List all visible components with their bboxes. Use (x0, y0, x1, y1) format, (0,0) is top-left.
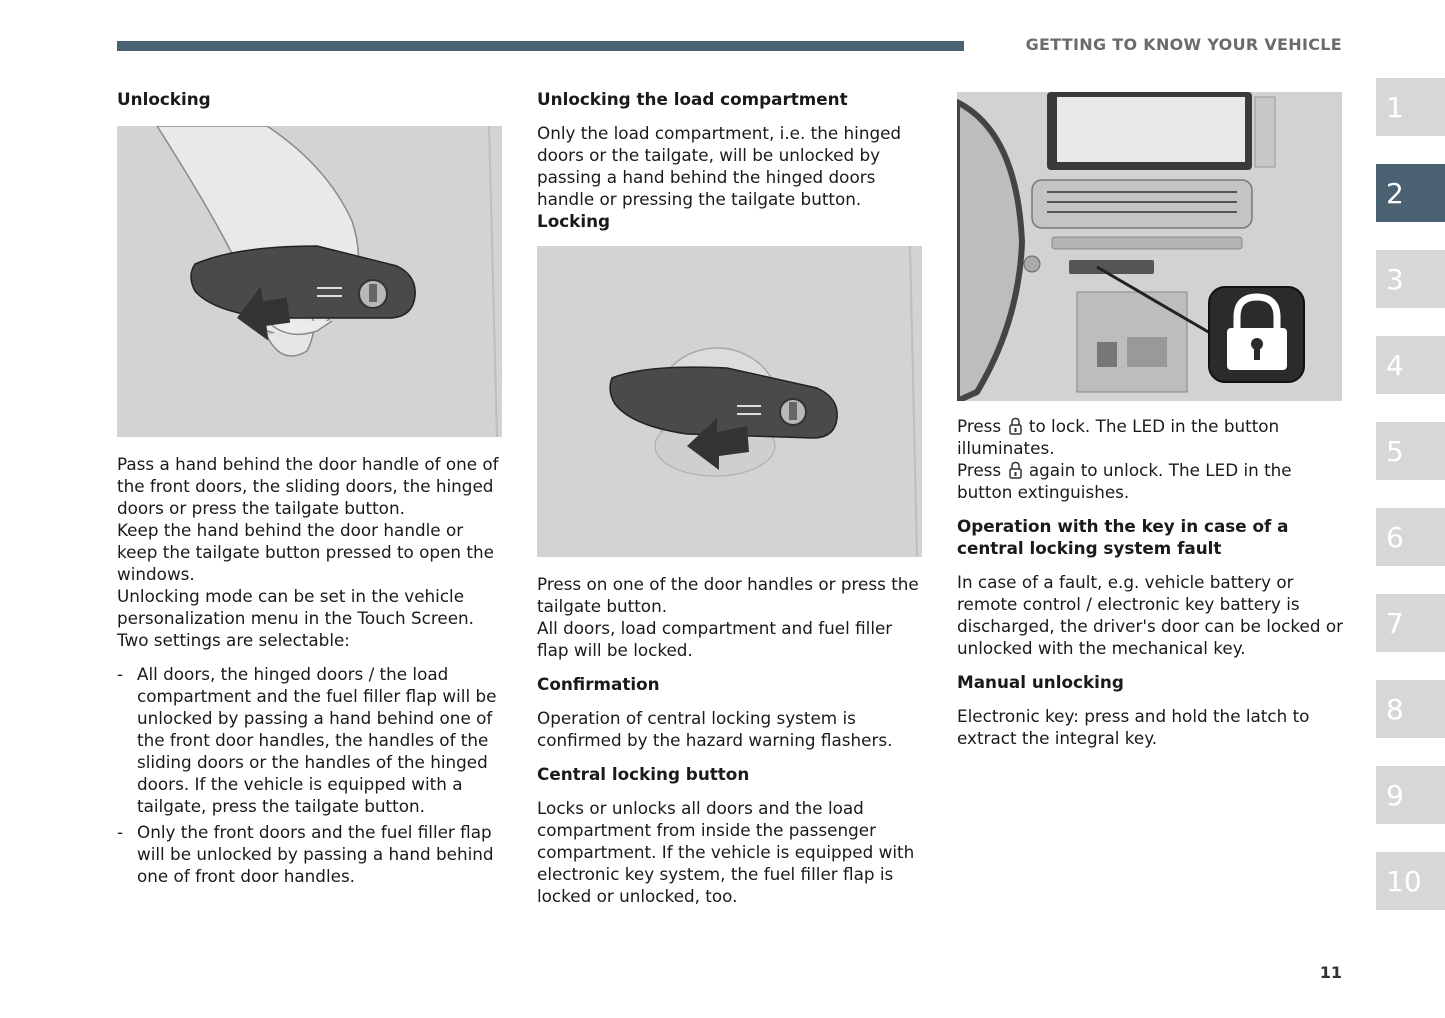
load-compartment-para: Only the load compartment, i.e. the hinged doors or the tailgate, will be unlocked by passing a hand behind the hinged doors handle or pressing the tailgate button. (537, 123, 902, 209)
press-unlock-para: Press again to unlock. The LED in the button extinguishes. (957, 460, 1292, 502)
heading-unlocking: Unlocking (117, 89, 211, 109)
list-item: - Only the front doors and the fuel filler flap will be unlocked by passing a hand behind one of front door handles. (117, 822, 494, 886)
chapter-tab-6[interactable]: 6 (1376, 508, 1445, 566)
chapter-tab-10[interactable]: 10 (1376, 852, 1445, 910)
central-locking-para: Locks or unlocks all doors and the load compartment from inside the passenger compartment. If the vehicle is equipped with electronic key system, the fuel filler flap is locked or unlocked, too. (537, 798, 915, 906)
heading-manual-unlocking: Manual unlocking (957, 672, 1124, 692)
heading-locking: Locking (537, 211, 611, 231)
lock-icon (1009, 461, 1022, 479)
chapter-tab-8[interactable]: 8 (1376, 680, 1445, 738)
chapter-tab-5[interactable]: 5 (1376, 422, 1445, 480)
chapter-tab-1[interactable]: 1 (1376, 78, 1445, 136)
unlocking-para-1: Pass a hand behind the door handle of one of the front doors, the sliding doors, the hinged doors or press the tailgate button. (117, 454, 499, 518)
chapter-tab-7[interactable]: 7 (1376, 594, 1445, 652)
figure-hand-behind-handle (117, 126, 502, 437)
heading-central-locking-button: Central locking button (537, 764, 750, 784)
header-bar (117, 41, 964, 51)
section-title: GETTING TO KNOW YOUR VEHICLE (1025, 35, 1342, 54)
lock-icon (1009, 417, 1022, 435)
unlocking-options-list (117, 663, 505, 887)
column-locking (537, 88, 925, 907)
chapter-tab-9[interactable]: 9 (1376, 766, 1445, 824)
locking-para-1: Press on one of the door handles or press the tailgate button. (537, 574, 919, 616)
chapter-tab-3[interactable]: 3 (1376, 250, 1445, 308)
list-item: - All doors, the hinged doors / the load compartment and the fuel filler flap will be unlocked by passing a hand behind one of the front door handles, the handles of the sliding doors or the handles of the hinged doors. If the vehicle is equipped with a tailgate, press the tailgate button. (117, 664, 497, 816)
manual-unlocking-para: Electronic key: press and hold the latch to extract the integral key. (957, 706, 1310, 748)
heading-key-operation-fault: Operation with the key in case of a central locking system fault (957, 516, 1289, 558)
heading-confirmation: Confirmation (537, 674, 660, 694)
figure-press-door-handle (537, 246, 922, 557)
confirmation-para: Operation of central locking system is confirmed by the hazard warning flashers. (537, 708, 893, 750)
fault-para: In case of a fault, e.g. vehicle battery or remote control / electronic key battery is discharged, the driver's door can be locked or unlocked with the mechanical key. (957, 572, 1344, 658)
chapter-tab-4[interactable]: 4 (1376, 336, 1445, 394)
unlocking-para-2: Keep the hand behind the door handle or keep the tailgate button pressed to open the windows. (117, 520, 494, 584)
page-number: 11 (1319, 963, 1342, 982)
press-lock-para: Press to lock. The LED in the button illuminates. (957, 416, 1280, 458)
locking-para-2: All doors, load compartment and fuel filler flap will be locked. (537, 618, 893, 660)
column-central-locking (957, 92, 1345, 749)
heading-unlocking-load-compartment: Unlocking the load compartment (537, 89, 848, 109)
column-unlocking (117, 88, 505, 891)
figure-dashboard-lock-button (957, 92, 1342, 401)
unlocking-para-3: Unlocking mode can be set in the vehicle personalization menu in the Touch Screen. Two settings are selectable: (117, 586, 475, 650)
chapter-tab-2[interactable]: 2 (1376, 164, 1445, 222)
